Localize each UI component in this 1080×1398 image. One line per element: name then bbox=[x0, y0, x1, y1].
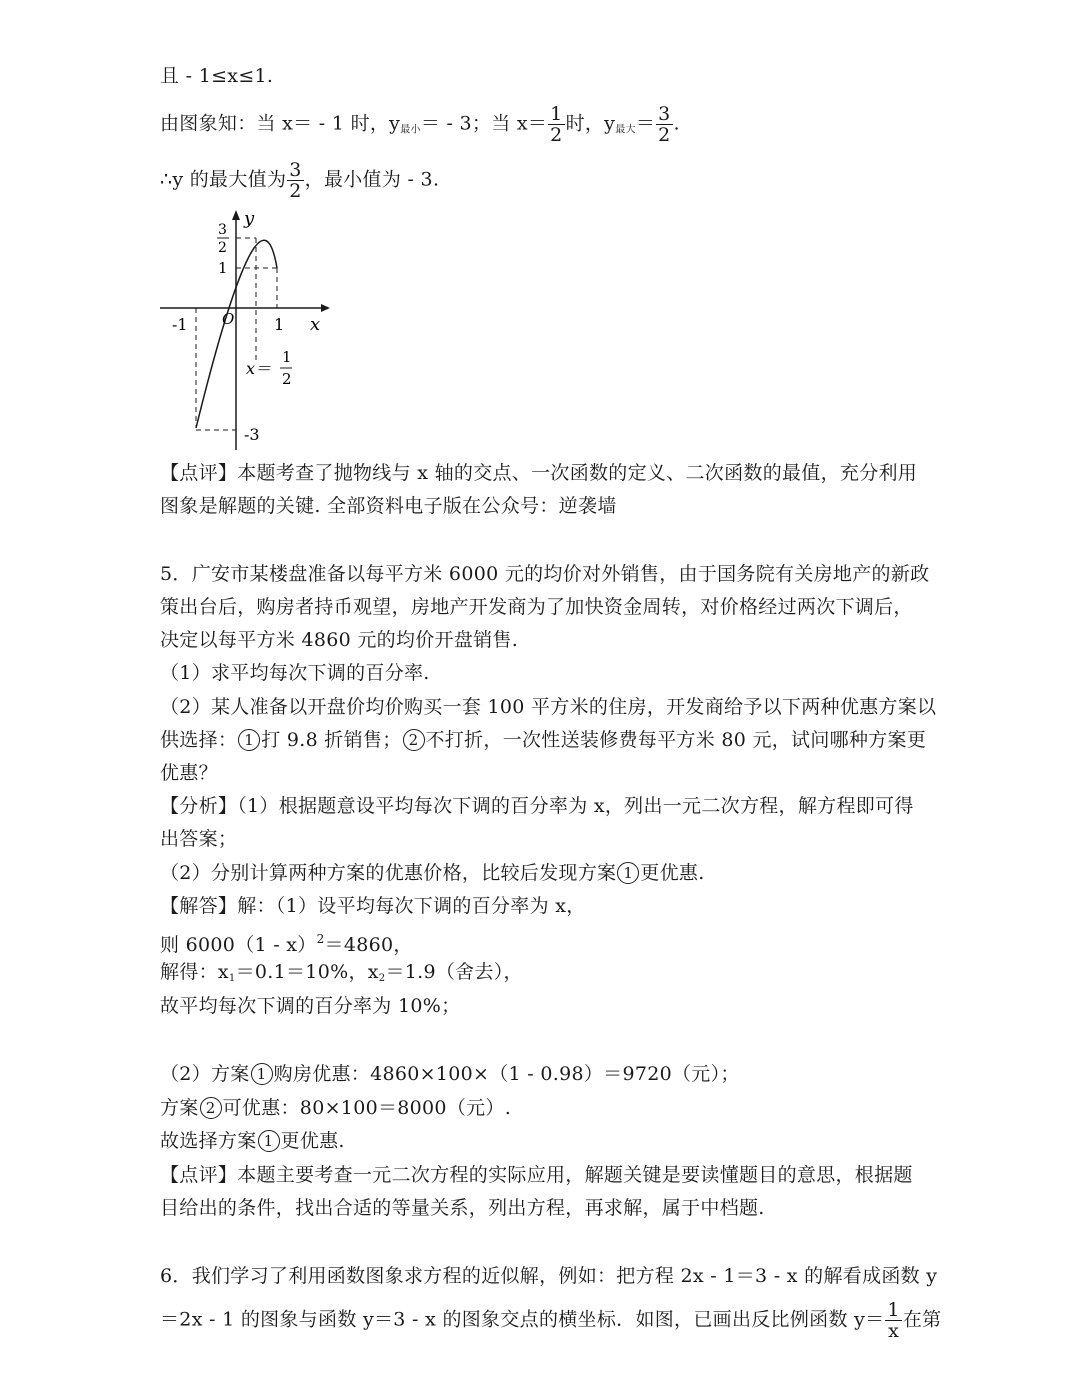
fraction: $\frac{1}{2}$ bbox=[550, 103, 563, 146]
solution-line4: 故平均每次下调的百分率为 10%； bbox=[160, 995, 461, 1017]
tick-3-2-num: 3 bbox=[218, 222, 227, 238]
text-line-conclusion: ∴y 的最大值为 $\frac{3}{2}$ ，最小值为 - 3. bbox=[160, 159, 440, 202]
analysis-line1: 【分析】（1）根据题意设平均每次下调的百分率为 x，列出一元二次方程，解方程即可得 bbox=[160, 795, 914, 817]
comment-q4-line2: 图象是解题的关键. 全部资料电子版在公众号：逆袭墙 bbox=[160, 495, 617, 517]
tick-3-2-den: 2 bbox=[218, 240, 227, 256]
x-axis-label: x bbox=[310, 314, 321, 335]
tick-x-neg1: -1 bbox=[172, 315, 188, 334]
q5-line5: （2）某人准备以开盘价均价购买一套 100 平方米的住房，开发商给予以下两种优惠方案以 bbox=[160, 696, 937, 718]
circled-2: 2 bbox=[200, 1097, 222, 1119]
y-axis-label: y bbox=[244, 208, 255, 229]
solution-line7: 故选择方案 1 更优惠. bbox=[160, 1130, 345, 1152]
solution-line6: 方案 2 可优惠：80×100＝8000（元）. bbox=[160, 1097, 512, 1119]
fraction: $\frac{3}{2}$ bbox=[658, 103, 671, 146]
circled-1: 1 bbox=[251, 1063, 273, 1085]
axis-eq-num: 1 bbox=[282, 348, 292, 366]
text-line-extrema: 由图象知：当 x＝ - 1 时，$y_{最小}= - 3$；当 x＝ $\frac{1}{2}$ 时，$y_{最大}=$ $\frac{3}{2}$ . bbox=[160, 103, 680, 146]
q5-line7: 优惠？ bbox=[160, 762, 218, 784]
fraction: $\frac{1}{x}$ bbox=[887, 1299, 900, 1342]
comment-q5-line1: 【点评】本题主要考查一元二次方程的实际应用，解题关键是要读懂题目的意思，根据题 bbox=[160, 1164, 913, 1186]
circled-1: 1 bbox=[238, 729, 260, 751]
q5-line2: 策出台后，购房者持币观望，房地产开发商为了加快资金周转，对价格经过两次下调后， bbox=[160, 596, 913, 618]
circled-2: 2 bbox=[403, 729, 425, 751]
q6-line2: ＝2x - 1 的图象与函数 y＝3 - x 的图象交点的横坐标．如图，已画出反比例函数 y＝ $\frac{1}{x}$ 在第 bbox=[160, 1299, 942, 1342]
comment-q4-line1: 【点评】本题考查了抛物线与 x 轴的交点、一次函数的定义、二次函数的最值，充分利用 bbox=[160, 462, 918, 484]
origin-label: O bbox=[222, 310, 235, 328]
axis-eq-den: 2 bbox=[282, 370, 292, 388]
parabola-graph bbox=[150, 200, 340, 460]
q5-line4: （1）求平均每次下调的百分率. bbox=[160, 662, 430, 684]
y-axis-arrow bbox=[232, 210, 240, 220]
solution-line5: （2）方案 1 购房优惠：4860×100×（1 - 0.98）＝9720（元）； bbox=[160, 1063, 740, 1085]
axis-eq-label: x＝ bbox=[246, 359, 272, 378]
text-line-range: 且 - 1≤x≤1. bbox=[160, 65, 274, 87]
q5-line6: 供选择： 1 打 9.8 折销售； 2 不打折，一次性送装修费每平方米 80 元，试问哪种方案更 bbox=[160, 729, 927, 751]
x-axis-arrow bbox=[321, 304, 330, 312]
q5-line3: 决定以每平方米 4860 元的均价开盘销售. bbox=[160, 629, 519, 651]
fraction: $\frac{3}{2}$ bbox=[289, 159, 302, 202]
q5-line1: 5．广安市某楼盘准备以每平方米 6000 元的均价对外销售，由于国务院有关房地产的新政 bbox=[160, 563, 930, 585]
solution-line2: 则 6000（1 - x）$^2$＝4860， bbox=[160, 932, 413, 956]
tick-y-neg3: -3 bbox=[244, 425, 260, 444]
tick-x-1: 1 bbox=[274, 315, 285, 334]
circled-1: 1 bbox=[258, 1130, 280, 1152]
solution-line1: 【解答】解：（1）设平均每次下调的百分率为 x， bbox=[160, 895, 586, 917]
analysis-line3: （2）分别计算两种方案的优惠价格，比较后发现方案 1 更优惠. bbox=[160, 862, 705, 884]
q6-line1: 6．我们学习了利用函数图象求方程的近似解，例如：把方程 2x - 1＝3 - x 的解看成函数 y bbox=[160, 1265, 938, 1287]
circled-1: 1 bbox=[617, 862, 639, 884]
solution-line3: 解得：$x_1=0.1=10\%$，$x_2=1.9$（舍去）， bbox=[160, 961, 523, 984]
tick-y-1: 1 bbox=[218, 259, 228, 277]
analysis-line2: 出答案； bbox=[160, 828, 238, 850]
comment-q5-line2: 目给出的条件，找出合适的等量关系，列出方程，再求解，属于中档题. bbox=[160, 1197, 765, 1219]
